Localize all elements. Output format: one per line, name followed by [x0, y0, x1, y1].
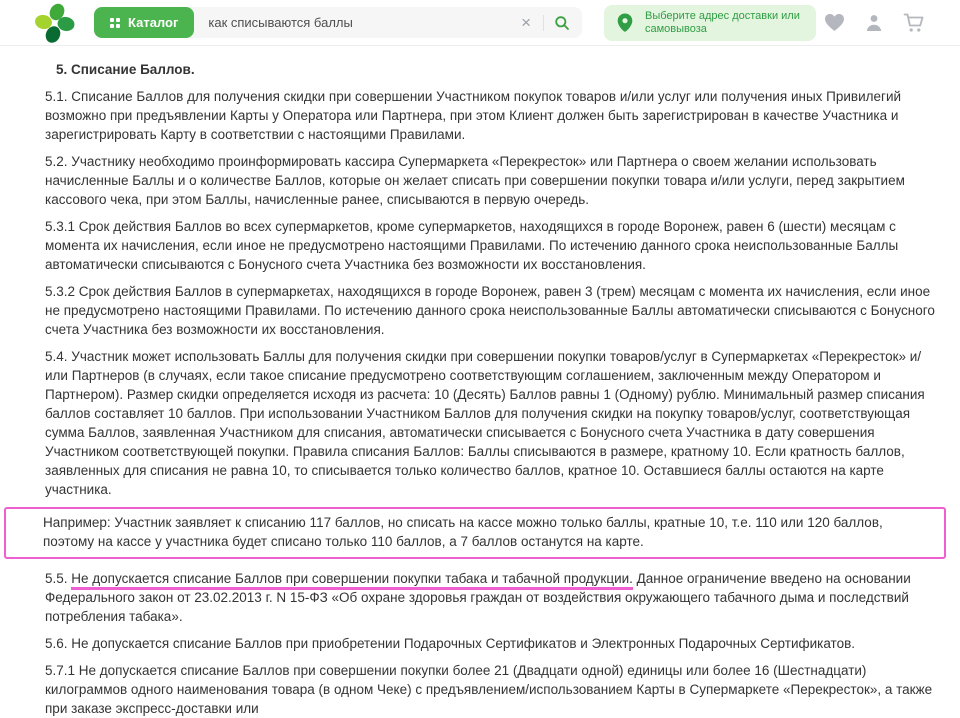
clause-5-5-number: 5.5.: [45, 571, 72, 586]
location-pin-icon: [614, 12, 636, 34]
site-header: [0, 0, 960, 46]
search-icon: [554, 15, 570, 31]
delivery-address-selector[interactable]: [604, 5, 816, 41]
clause-5-5: [45, 569, 935, 626]
perekrestok-logo[interactable]: [32, 2, 78, 44]
clause-5-3-1: 5.3.1 Срок действия Баллов во всех супермаркетов, кроме супермаркетов, находящихся в городе Воронеж, равен 6 (шести) месяцам с момента их начисления, если иное не предусмотрено настоящими Правилами. По истечению данного срока неиспользованные Баллы автоматически списываются с Бонусного счета Участника без возможности их восстановления.: [45, 219, 899, 272]
search-submit-button[interactable]: [552, 15, 582, 31]
search-bar: [94, 7, 582, 38]
example-text: Например: Участник заявляет к списанию 117 баллов, но списать на кассе можно только баллы, кратные 10, т.е. 110 или 120 баллов, поэтому на кассе у участника будет списано только 110 баллов, а 7 баллов останутся на карте.: [43, 515, 883, 549]
clause-5-5-underlined-sentence: Не допускается списание Баллов при совершении покупки табака и табачной продукции.: [71, 571, 633, 590]
example-highlight-box: [4, 507, 946, 559]
rules-document: [0, 46, 960, 718]
cart-icon: [903, 13, 925, 33]
user-icon: [864, 13, 884, 33]
clause-5-3-2: 5.3.2 Срок действия Баллов в супермаркетах, находящихся в городе Воронеж, равен 3 (трем) месяцам с момента их начисления, если иное не предусмотрено настоящими Правилами. По истечению данного срока неиспользованные Баллы автоматически списываются с Бонусного счета Участника без возможности их восстановления.: [45, 284, 935, 337]
header-actions: [824, 13, 925, 33]
catalog-grid-icon: [110, 18, 120, 28]
favorites-button[interactable]: [824, 13, 845, 32]
search-clear-icon[interactable]: ×: [517, 14, 535, 31]
clover-logo-icon: [32, 2, 78, 44]
clause-5-7-1: 5.7.1 Не допускается списание Баллов при совершении покупки более 21 (Двадцати одной) единицы или более 16 (Шестнадцати) килограммов одного наименования товара (в одном Чеке) с предъявлением/использованием Карты в Супермаркете «Перекресток», а также при заказе экспресс-доставки или: [45, 663, 933, 716]
cart-button[interactable]: [903, 13, 925, 33]
clause-5-5-rest: Данное ограничение введено на основании Федерального закон от 23.02.2013 г. N 15-ФЗ «Об охране здоровья граждан от воздействия окружающего табачного дыма и последствий потребления табака».: [45, 571, 911, 624]
account-button[interactable]: [864, 13, 884, 33]
clause-5-1: 5.1. Списание Баллов для получения скидки при совершении Участником покупок товаров и/или услуг или получения иных Привилегий возможно при предъявлении Карты у Оператора или Партнера, при этом Клиент должен быть зарегистрирован в качестве Участника и зарегистрировать Карту в соответствии с настоящими Правилами.: [45, 89, 902, 142]
clause-5-4: 5.4. Участник может использовать Баллы для получения скидки при совершении покупки товаров/услуг в Супермаркетах «Перекресток» и/или Партнеров (в случаях, если такое списание предусмотрено соответствующим соглашением, заключенным между Оператором и Партнером). Размер скидки определяется исходя из расчета: 10 (Десять) Баллов равны 1 (Одному) рублю. Минимальный размер списания баллов составляет 10 баллов. При использовании Участником Баллов для получения скидки на покупку товаров/услуг, соответствующая сумма Баллов, заявленная Участником для списания, автоматически списывается с Бонусного счета Участника в дату совершения Участником соответствующей покупки. Правила списания Баллов: Баллы списываются в размере, кратному 10. Если кратность баллов, заявленных для списания не равна 10, то списывается только количество баллов, кратное 10. Оставшиеся баллы остаются на карте участника.: [45, 349, 925, 497]
catalog-button-label: Каталог: [128, 15, 179, 30]
catalog-button[interactable]: [94, 7, 194, 38]
clause-5-2: 5.2. Участнику необходимо проинформировать кассира Супермаркета «Перекресток» или Партнера о своем желании использовать начисленные Баллы и о количестве Баллов, которые он желает списать при совершении покупки товара и/или услуги, перед закрытием кассового чека, при этом Баллы, начисленные ранее, списываются в первую очередь.: [45, 154, 905, 207]
clause-5-6: 5.6. Не допускается списание Баллов при приобретении Подарочных Сертификатов и Электронных Подарочных Сертификатов.: [45, 636, 856, 651]
heart-icon: [824, 13, 845, 32]
section-heading: 5. Списание Баллов.: [56, 62, 195, 77]
search-divider: [543, 15, 544, 31]
search-input[interactable]: [194, 15, 517, 30]
delivery-address-label: Выберите адрес доставки или самовывоза: [645, 9, 800, 35]
